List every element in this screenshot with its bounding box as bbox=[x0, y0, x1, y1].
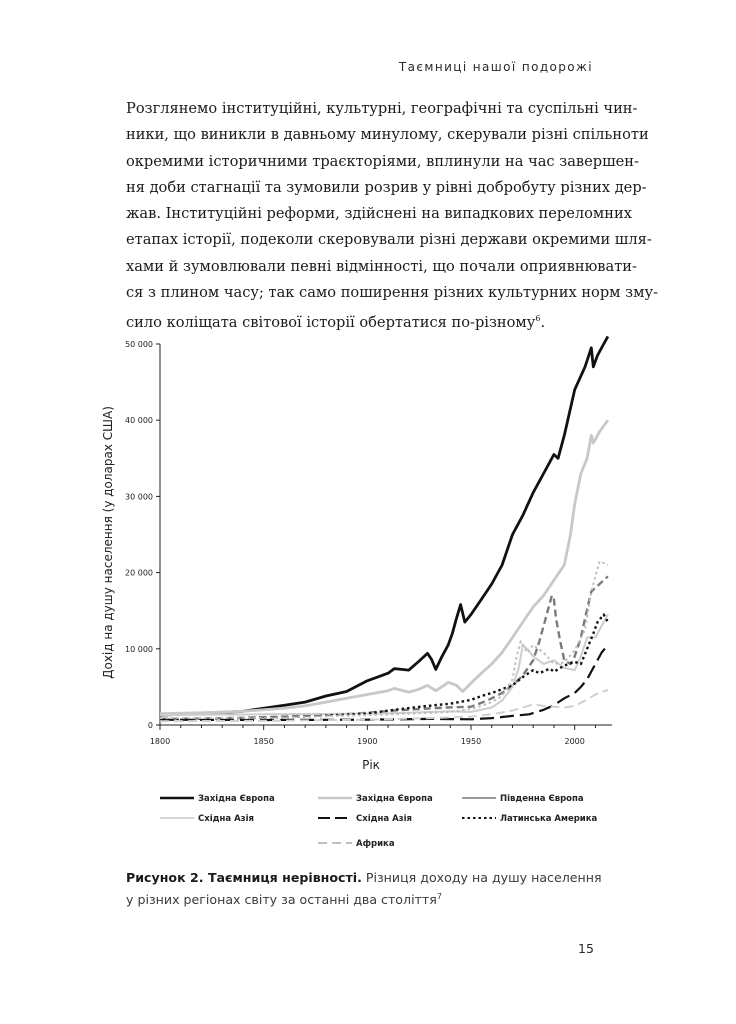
legend-label: Африка bbox=[356, 839, 395, 849]
x-tick-label: 1900 bbox=[357, 737, 378, 746]
x-tick-label: 1950 bbox=[460, 737, 482, 746]
paragraph-line: хами й зумовлювали певні відмінності, що почали оприявнювати- bbox=[126, 257, 637, 275]
legend-label: Західна Європа bbox=[356, 794, 433, 804]
running-head: Таємниці нашої подорожі bbox=[398, 60, 593, 74]
paragraph-line: етапах історії, подеколи скеровували різні держави окремими шля- bbox=[126, 231, 652, 249]
y-tick-label: 10 000 bbox=[125, 644, 153, 654]
y-tick-label: 30 000 bbox=[125, 492, 153, 502]
series-line bbox=[160, 615, 608, 719]
paragraph-line: окремими історичними траєкторіями, вплинули на час завершен- bbox=[126, 152, 639, 170]
series-line bbox=[160, 420, 608, 713]
paragraph-line: ся з плином часу; так само поширення різних культурних норм зму- bbox=[126, 284, 658, 302]
y-tick-label: 0 bbox=[147, 721, 153, 730]
paragraph-line: ня доби стагнації та зумовили розрив у рівні добробуту різних дер- bbox=[126, 178, 647, 196]
x-axis-label: Рік bbox=[362, 758, 380, 772]
caption-line bbox=[126, 887, 612, 909]
caption-lead: Рисунок 2. Таємниця нерівності. bbox=[126, 870, 362, 885]
legend-label: Південна Європа bbox=[500, 794, 584, 804]
paragraph-end: . bbox=[540, 314, 546, 332]
series-line bbox=[160, 690, 608, 721]
page-number: 15 bbox=[578, 941, 594, 956]
legend-label: Східна Азія bbox=[198, 814, 254, 824]
paragraph-line: жав. Інституційні реформи, здійснені на випадкових переломних bbox=[126, 205, 632, 223]
series-line bbox=[160, 615, 608, 716]
footnote-mark: 6 bbox=[535, 314, 541, 324]
x-tick-label: 1850 bbox=[253, 737, 274, 746]
body-paragraph bbox=[126, 96, 658, 337]
footnote-mark: 7 bbox=[436, 892, 442, 901]
caption-line bbox=[126, 868, 612, 887]
chart-axes bbox=[101, 340, 612, 772]
legend-label: Західна Європа bbox=[198, 794, 275, 804]
y-axis-label: Дохід на душу населення (у доларах США) bbox=[101, 406, 115, 679]
caption-text: Різниця доходу на душу населення bbox=[361, 870, 602, 885]
caption-text: у різних регіонах світу за останні два століття bbox=[126, 892, 437, 908]
y-tick-label: 20 000 bbox=[125, 568, 153, 578]
series-line bbox=[160, 645, 608, 720]
paragraph-line: Розглянемо інституційні, культурні, географічні та суспільні чин- bbox=[126, 100, 638, 117]
chart-series bbox=[160, 336, 608, 721]
paragraph-line: ники, що виникли в давньому минулому, скерували різні спільноти bbox=[126, 126, 649, 144]
paragraph-last-text: сило коліщата світової історії обертатися по-різному bbox=[126, 314, 536, 332]
y-tick-label: 40 000 bbox=[125, 416, 153, 426]
legend-label: Східна Азія bbox=[356, 814, 412, 824]
figure-caption bbox=[126, 868, 612, 909]
legend-label: Латинська Америка bbox=[500, 814, 598, 824]
chart-legend bbox=[160, 793, 598, 849]
income-chart bbox=[92, 330, 622, 860]
y-tick-label: 50 000 bbox=[125, 340, 153, 349]
x-tick-label: 2000 bbox=[564, 737, 585, 746]
x-tick-label: 1800 bbox=[149, 737, 171, 746]
series-line bbox=[160, 336, 608, 715]
